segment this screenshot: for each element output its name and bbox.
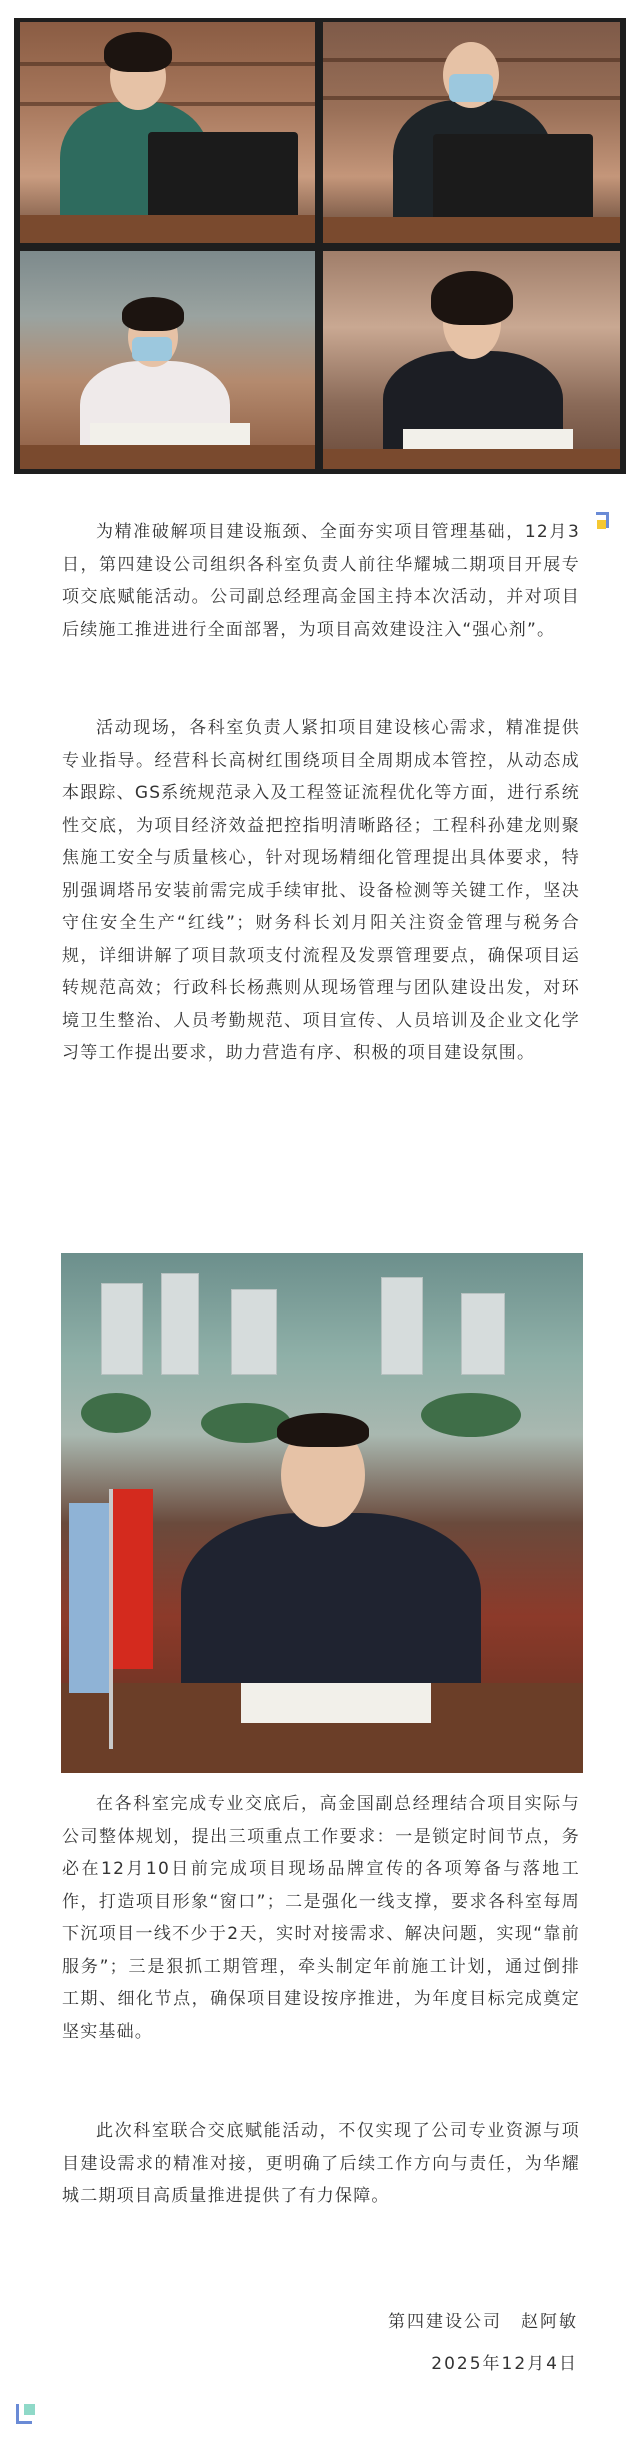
meeting-photo-collage [14,18,626,474]
photo-panel-3 [20,251,315,469]
publish-date: 2025年12月4日 [431,2354,578,2374]
photo-panel-2 [323,22,620,243]
corner-ornament-line [606,512,609,528]
article-paragraph-4: 此次科室联合交底赋能活动，不仅实现了公司专业资源与项目建设需求的精准对接，更明确了后续工作方向与责任，为华耀城二期项目高质量推进提供了有力保障。 [62,2121,580,2206]
article-paragraph-2: 活动现场，各科室负责人紧扣项目建设核心需求，精准提供专业指导。经营科长高树红围绕项目全周期成本管控，从动态成本跟踪、GS系统规范录入及工程签证流程优化等方面，进行系统性交底，为项目经济效益把控指明清晰路径；工程科孙建龙则聚焦施工安全与质量核心，针对现场精细化管理提出具体要求，特别强调塔吊安装前需完成手续审批、设备检测等关键工作，坚决守住安全生产“红线”；财务科长刘月阳关注资金管理与税务合规，详细讲解了项目款项支付流程及发票管理要点，确保项目运转规范高效；行政科长杨燕则从现场管理与团队建设出发，对环境卫生整治、人员考勤规范、项目宣传、人员培训及企业文化学习等工作提出要求，助力营造有序、积极的项目建设氛围。 [62,718,580,1063]
author-signature: 第四建设公司 赵阿敏 [388,2312,578,2332]
corner-ornament-line [16,2404,19,2424]
corner-ornament-square [597,520,606,529]
photo-panel-4 [323,251,620,469]
article-paragraph-3: 在各科室完成专业交底后，高金国副总经理结合项目实际与公司整体规划，提出三项重点工作要求：一是锁定时间节点，务必在12月10日前完成项目现场品牌宣传的各项筹备与落地工作，打造项目形象“窗口”；二是强化一线支撑，要求各科室每周下沉项目一线不少于2天，实时对接需求、解决问题，实现“靠前服务”；三是狠抓工期管理，牵头制定年前施工计划，通过倒排工期、细化节点，确保项目建设按序推进，为年度目标完成奠定坚实基础。 [62,1794,580,2042]
speaker-photo [61,1253,583,1773]
photo-panel-1 [20,22,315,243]
corner-ornament-square [24,2404,35,2415]
article-paragraph-1: 为精准破解项目建设瓶颈、全面夯实项目管理基础，12月3日，第四建设公司组织各科室负责人前往华耀城二期项目开展专项交底赋能活动。公司副总经理高金国主持本次活动，并对项目后续施工推进进行全面部署，为项目高效建设注入“强心剂”。 [62,522,580,640]
